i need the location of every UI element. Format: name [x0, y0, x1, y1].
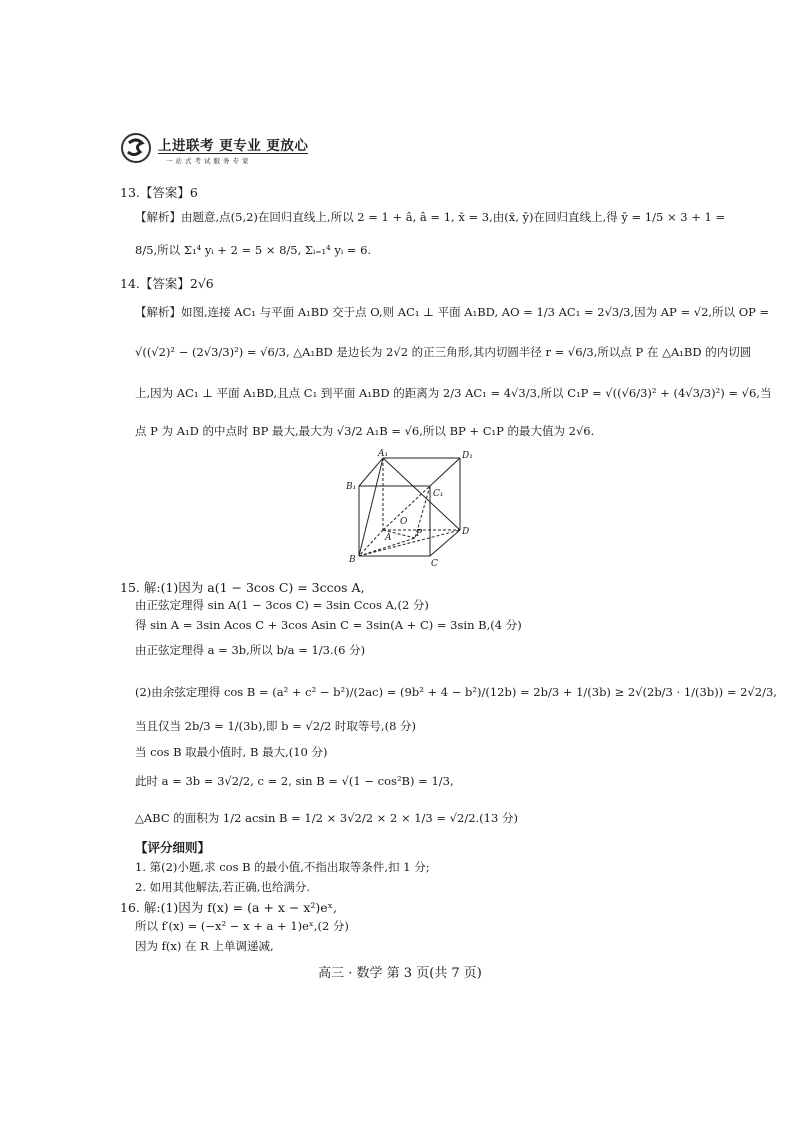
- label-p: P: [416, 529, 423, 539]
- rubric-item-2: 2. 如用其他解法,若正确,也给满分.: [135, 880, 311, 894]
- q15-line-3: 得 sin A = 3sin Acos C + 3cos Asin C = 3sin(A + C) = 3sin B,(4 分): [135, 618, 522, 632]
- header: [120, 132, 360, 170]
- q16-line-2: 所以 f′(x) = (−x² − x + a + 1)eˣ,(2 分): [135, 919, 349, 933]
- q15-line-2: 由正弦定理得 sin A(1 − 3cos C) = 3sin Ccos A,(2 分): [135, 598, 429, 612]
- rubric-title: 【评分细则】: [135, 840, 211, 855]
- q16-line-1: 16. 解:(1)因为 f(x) = (a + x − x²)eˣ,: [120, 900, 337, 915]
- label-c: C: [431, 559, 438, 569]
- q14-answer: 14.【答案】2√6: [120, 276, 214, 291]
- label-d1: D₁: [462, 451, 473, 461]
- q15-line-1: 15. 解:(1)因为 a(1 − 3cos C) = 3ccos A,: [120, 580, 365, 595]
- label-d: D: [462, 527, 470, 537]
- q15-line-9: △ABC 的面积为 1/2 acsin B = 1/2 × 3√2/2 × 2 × 1/3 = √2/2.(13 分): [135, 811, 518, 825]
- brand-slogan: 上进联考 更专业 更放心: [158, 138, 309, 154]
- q16-line-3: 因为 f(x) 在 R 上单调递减,: [135, 939, 274, 953]
- q15-line-5: (2)由余弦定理得 cos B = (a² + c² − b²)/(2ac) = (9b² + 4 − b²)/(12b) = 2b/3 + 1/(3b) ≥ 2√(2b/3 · 1/(3b)) = 2√2/3,: [135, 685, 777, 699]
- logo-icon: [120, 132, 152, 164]
- label-c1: C₁: [433, 489, 444, 499]
- q14-analysis-line-3: 上,因为 AC₁ ⊥ 平面 A₁BD,且点 C₁ 到平面 A₁BD 的距离为 2/3 AC₁ = 4√3/3,所以 C₁P = √((√6/3)² + (4√3/3)²) = √6,当: [135, 386, 772, 400]
- q15-line-8: 此时 a = 3b = 3√2/2, c = 2, sin B = √(1 − cos²B) = 1/3,: [135, 774, 454, 788]
- page-footer: 高三 · 数学 第 3 页(共 7 页): [318, 966, 482, 981]
- edge-d1-c1: [430, 458, 460, 486]
- q14-analysis-line-2: √((√2)² − (2√3/3)²) = √6/3, △A₁BD 是边长为 2√2 的正三角形,其内切圆半径 r = √6/3,所以点 P 在 △A₁BD 的内切圆: [135, 345, 752, 359]
- q13-analysis-line-2: 8/5,所以 Σ₁⁴ yᵢ + 2 = 5 × 8/5, Σᵢ₌₁⁴ yᵢ = 6.: [135, 243, 372, 257]
- brand-tagline: 一站式考试服务专家: [166, 157, 252, 165]
- q13-analysis-line-1: 【解析】由题意,点(5,2)在回归直线上,所以 2 = 1 + â, â = 1, x̄ = 3,由(x̄, ȳ)在回归直线上,得 ȳ = 1/5 × 3 + 1 =: [135, 210, 726, 224]
- q15-line-4: 由正弦定理得 a = 3b,所以 b/a = 1/3.(6 分): [135, 643, 366, 657]
- q15-line-6: 当且仅当 2b/3 = 1/(3b),即 b = √2/2 时取等号,(8 分): [135, 719, 417, 733]
- q14-analysis-line-4: 点 P 为 A₁D 的中点时 BP 最大,最大为 √3/2 A₁B = √6,所以 BP + C₁P 的最大值为 2√6.: [135, 424, 595, 438]
- label-a: A: [385, 533, 392, 543]
- cube-figure: [345, 448, 475, 573]
- q13-answer: 13.【答案】6: [120, 185, 198, 200]
- label-b: B: [349, 555, 356, 565]
- label-o: O: [400, 517, 408, 527]
- label-a1: A₁: [378, 449, 389, 459]
- rubric-item-1: 1. 第(2)小题,求 cos B 的最小值,不指出取等条件,扣 1 分;: [135, 860, 430, 874]
- edge-d-c: [430, 530, 460, 556]
- label-b1: B₁: [346, 482, 357, 492]
- q15-line-7: 当 cos B 取最小值时, B 最大,(10 分): [135, 745, 328, 759]
- q14-analysis-line-1: 【解析】如图,连接 AC₁ 与平面 A₁BD 交于点 O,则 AC₁ ⊥ 平面 A₁BD, AO = 1/3 AC₁ = 2√3/3,因为 AP = √2,所以 OP =: [135, 305, 770, 319]
- divider: [158, 153, 308, 154]
